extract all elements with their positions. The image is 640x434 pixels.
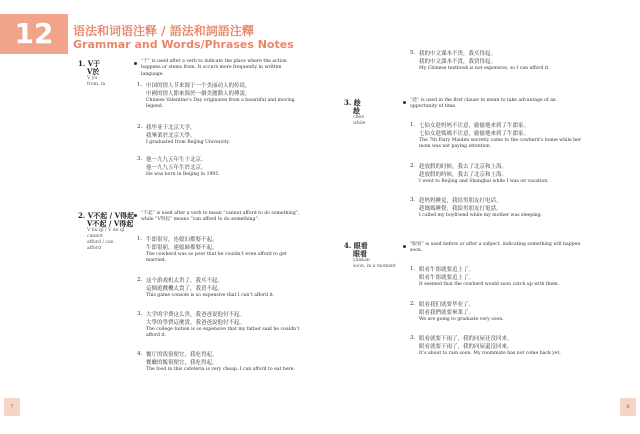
example-chinese-traditional: 趁媽媽睡覺，我給男朋友打電話。 xyxy=(419,206,502,212)
example-chinese-simplified: 餐厅的饭很便宜，我吃得起。 xyxy=(146,352,218,358)
example-chinese-simplified: 这个游戏机太贵了，我买不起。 xyxy=(146,278,224,284)
example-chinese-traditional: 七仙女趁媽媽不注意，偷偷地來到了牛郎家。 xyxy=(419,131,530,137)
bullet-icon xyxy=(403,101,406,104)
example-chinese-simplified: 我的中文课本不贵，我买得起。 xyxy=(419,51,497,57)
grammar-point-4 xyxy=(344,242,400,270)
example-chinese-simplified: 我毕业于北京大学。 xyxy=(146,125,196,131)
term-simplified: V不起 / V得起 xyxy=(87,211,135,220)
example-chinese-traditional: 這個遊戲機太貴了，我買不起。 xyxy=(146,286,224,292)
example-item xyxy=(410,122,582,150)
example-english: I called my boyfriend while my mother was sleeping. xyxy=(419,213,543,218)
example-item xyxy=(410,197,582,219)
example-chinese-traditional: 趁放假的時候，我去了北京和上海。 xyxy=(419,172,508,178)
term-pinyin: V bu qǐ / V de qǐ xyxy=(87,228,125,233)
example-english: This game console is so expensive that I can’t afford it. xyxy=(146,293,275,298)
term-index: 1. xyxy=(78,59,86,68)
bullet-icon xyxy=(134,214,137,217)
example-chinese-traditional: 我的中文課本不貴，我買得起。 xyxy=(419,59,497,65)
example-number: 3. xyxy=(410,197,416,203)
example-chinese-simplified: 中国的情人节来源于一个美丽动人的传说。 xyxy=(146,83,251,89)
example-english: He was born in Beijing in 1995. xyxy=(146,172,220,177)
explanation-text: “不起” is used after a verb to mean “cannot afford to do something”, while “V得起” means “can afford to do something”. xyxy=(141,211,300,223)
example-chinese-traditional: 眼看就要下雨了，我的同屋還沒回來。 xyxy=(419,344,513,350)
example-number: 1. xyxy=(137,82,143,88)
term-pinyin: chèn xyxy=(353,115,365,120)
term-index: 2. xyxy=(78,211,86,220)
example-chinese-traditional: 牛郎很窮，連媳婦都娶不起。 xyxy=(146,245,218,251)
example-item xyxy=(410,50,580,72)
example-number: 1. xyxy=(410,266,416,272)
example-item xyxy=(410,335,582,357)
example-chinese-simplified: 眼看就要下雨了，我的同屋还没回来。 xyxy=(419,336,513,342)
example-chinese-simplified: 眼看牛郎就要追上了。 xyxy=(419,267,475,273)
example-chinese-traditional: 眼看我們就要畢業了。 xyxy=(419,310,475,316)
example-english: It seemed that the cowherd would soon catch up with them. xyxy=(419,282,560,287)
lesson-number-badge: 12 xyxy=(0,14,68,54)
explanation-text: “趁” is used in the first clause to mean to take advantage of an opportunity of time. xyxy=(410,98,556,110)
term-index: 4. xyxy=(344,241,352,250)
example-number: 4. xyxy=(137,351,143,357)
term-gloss: from, in xyxy=(87,82,106,87)
term-simplified: 趁 xyxy=(353,98,361,107)
example-chinese-simplified: 他一九九五年生于北京。 xyxy=(146,157,207,163)
example-english: The cowherd was so poor that he couldn’t even afford to get married. xyxy=(146,252,287,263)
example-chinese-traditional: 我畢業於北京大學。 xyxy=(146,133,196,139)
example-number: 3. xyxy=(137,156,143,162)
example-number: 1. xyxy=(410,122,416,128)
term-traditional: V不起 / V得起 xyxy=(87,219,134,228)
example-chinese-traditional: 中國的情人節來源於一個美麗動人的傳說。 xyxy=(146,91,251,97)
example-number: 2. xyxy=(137,124,143,130)
example-english: The 7th Fairy Maiden secretly came to the cowherd’s home while her mom was not paying attention. xyxy=(419,138,582,149)
bullet-icon xyxy=(134,62,137,65)
example-chinese-simplified: 牛郎很穷，连媳妇都娶不起。 xyxy=(146,237,218,243)
example-chinese-traditional: 大學的學費這麼貴，我爸爸說他付不起。 xyxy=(146,320,246,326)
term-traditional: V於 xyxy=(87,67,100,76)
grammar-point-1 xyxy=(78,60,126,88)
example-item xyxy=(137,236,305,264)
example-number: 5. xyxy=(410,50,416,56)
explanation-text: “眼看” is used before or after a subject, indicating something will happen soon. xyxy=(410,242,581,254)
page-number-right: 8 xyxy=(620,398,636,416)
example-item xyxy=(137,82,305,110)
example-number: 2. xyxy=(410,301,416,307)
example-english: I went to Beijing and Shanghai while I was on vacation. xyxy=(419,179,549,184)
grammar-point-3 xyxy=(344,99,394,127)
example-english: It’s about to rain soon. My roommate has not come back yet. xyxy=(419,351,561,356)
example-chinese-simplified: 眼看我们就要毕业了。 xyxy=(419,302,475,308)
page-number-left: 7 xyxy=(4,398,20,416)
example-chinese-simplified: 七仙女趁妈妈不注意，偷偷地来到了牛郎家。 xyxy=(419,123,530,129)
example-number: 2. xyxy=(410,163,416,169)
section-title-english: Grammar and Words/Phrases Notes xyxy=(73,38,294,51)
example-english: The college tuition is so expensive that my father said he couldn’t afford it. xyxy=(146,327,300,338)
example-item xyxy=(410,301,582,323)
term-simplified: 眼看 xyxy=(353,241,368,250)
example-number: 3. xyxy=(410,335,416,341)
grammar-point-2 xyxy=(78,212,134,252)
example-chinese-traditional: 眼看牛郎就要追上了。 xyxy=(419,275,475,281)
example-number: 2. xyxy=(137,277,143,283)
term-index: 3. xyxy=(344,98,352,107)
section-title-chinese: 语法和词语注释 / 語法和詞語注釋 xyxy=(73,24,254,38)
example-english: My Chinese textbook is not expensive, so I can afford it. xyxy=(419,66,550,71)
example-english: I graduated from Beijing University. xyxy=(146,140,230,145)
term-pinyin: yǎnkàn xyxy=(353,258,370,263)
term-gloss: while xyxy=(353,121,366,126)
example-item xyxy=(410,266,582,288)
bullet-icon xyxy=(403,245,406,248)
example-english: We are going to graduate very soon. xyxy=(419,317,504,322)
example-number: 3. xyxy=(137,311,143,317)
example-chinese-simplified: 趁放假的时候，我去了北京和上海。 xyxy=(419,164,508,170)
term-gloss: soon, in a moment xyxy=(353,264,396,269)
example-item xyxy=(410,163,582,185)
term-traditional: 趁 xyxy=(353,106,360,115)
example-english: The food in this cafeteria is very cheap. I can afford to eat here. xyxy=(146,367,295,372)
example-chinese-simplified: 大学的学费这么贵，我爸爸说他付不起。 xyxy=(146,312,246,318)
example-chinese-traditional: 餐廳的飯很便宜，我吃得起。 xyxy=(146,360,218,366)
example-item xyxy=(137,124,305,146)
term-pinyin: V yú xyxy=(87,76,98,81)
example-item xyxy=(137,277,305,299)
example-item xyxy=(137,351,305,373)
term-simplified: V于 xyxy=(87,59,101,68)
term-traditional: 眼看 xyxy=(353,249,367,258)
example-chinese-simplified: 趁妈妈睡觉，我给男朋友打电话。 xyxy=(419,198,502,204)
example-chinese-traditional: 他一九九五年生於北京。 xyxy=(146,165,207,171)
explanation-text: “于” is used after a verb to indicate the place where the action happens or stems from. It occurs more frequently in written language. xyxy=(141,59,287,77)
example-item xyxy=(137,311,305,339)
example-item xyxy=(137,156,305,178)
example-number: 1. xyxy=(137,236,143,242)
example-english: Chinese Valentine’s Day originates from a beautiful and moving legend. xyxy=(146,98,295,109)
term-gloss: cannot afford / can afford xyxy=(87,234,114,251)
